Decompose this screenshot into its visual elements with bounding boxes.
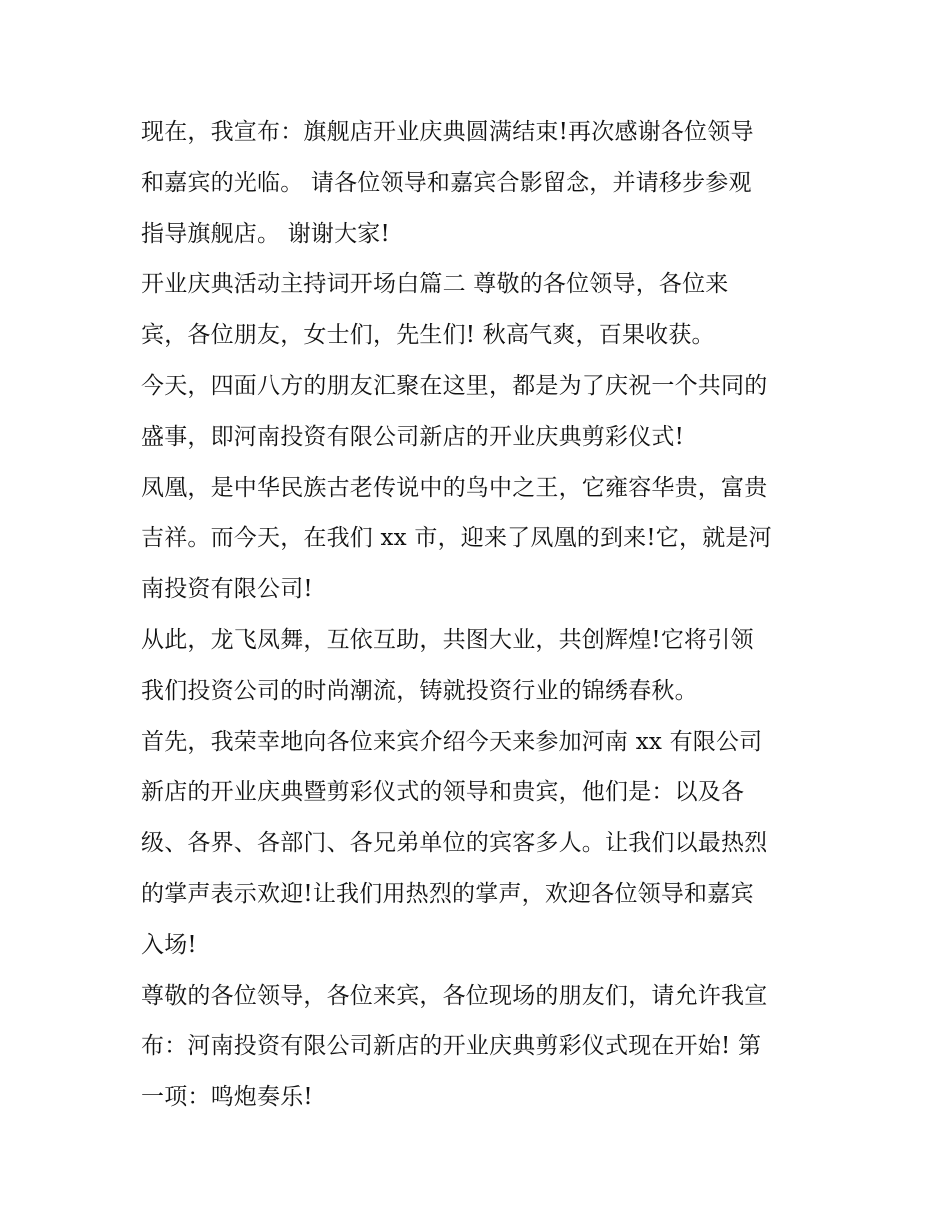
text-line: 吉祥。而今天，在我们 xx 市，迎来了凤凰的到来!它，就是河 [141,525,772,552]
text-line: 一项：鸣炮奏乐! [141,1084,313,1111]
document-body [141,107,816,1123]
text-line: 布：河南投资有限公司新店的开业庆典剪彩仪式现在开始! 第 [141,1033,762,1060]
text-line: 和嘉宾的光临。 请各位领导和嘉宾合影留念，并请移步参观 [141,169,752,196]
text-line: 开业庆典活动主持词开场白篇二 尊敬的各位领导，各位来 [141,271,729,298]
text-line: 尊敬的各位领导，各位来宾，各位现场的朋友们，请允许我宣 [141,982,768,1009]
text-line: 首先，我荣幸地向各位来宾介绍今天来参加河南 xx 有限公司 [141,728,763,755]
text-line: 盛事，即河南投资有限公司新店的开业庆典剪彩仪式! [141,423,685,450]
text-line: 从此，龙飞凤舞，互依互助，共图大业，共创辉煌!它将引领 [141,626,754,653]
text-line: 指导旗舰店。 谢谢大家! [141,220,390,247]
text-line: 我们投资公司的时尚潮流，铸就投资行业的锦绣春秋。 [141,677,698,704]
text-line: 的掌声表示欢迎!让我们用热烈的掌声，欢迎各位领导和嘉宾 [141,880,754,907]
text-line: 宾，各位朋友，女士们，先生们! 秋高气爽，百果收获。 [141,322,715,349]
text-line: 现在，我宣布：旗舰店开业庆典圆满结束!再次感谢各位领导 [141,119,754,145]
text-line: 今天，四面八方的朋友汇聚在这里，都是为了庆祝一个共同的 [141,372,768,399]
text-line: 南投资有限公司! [141,576,313,603]
text-line: 凤凰，是中华民族古老传说中的鸟中之王，它雍容华贵，富贵 [141,474,768,501]
text-line: 入场! [141,931,197,958]
text-line: 新店的开业庆典暨剪彩仪式的领导和贵宾，他们是：以及各 [141,779,745,806]
text-line: 级、各界、各部门、各兄弟单位的宾客多人。让我们以最热烈 [141,830,768,857]
